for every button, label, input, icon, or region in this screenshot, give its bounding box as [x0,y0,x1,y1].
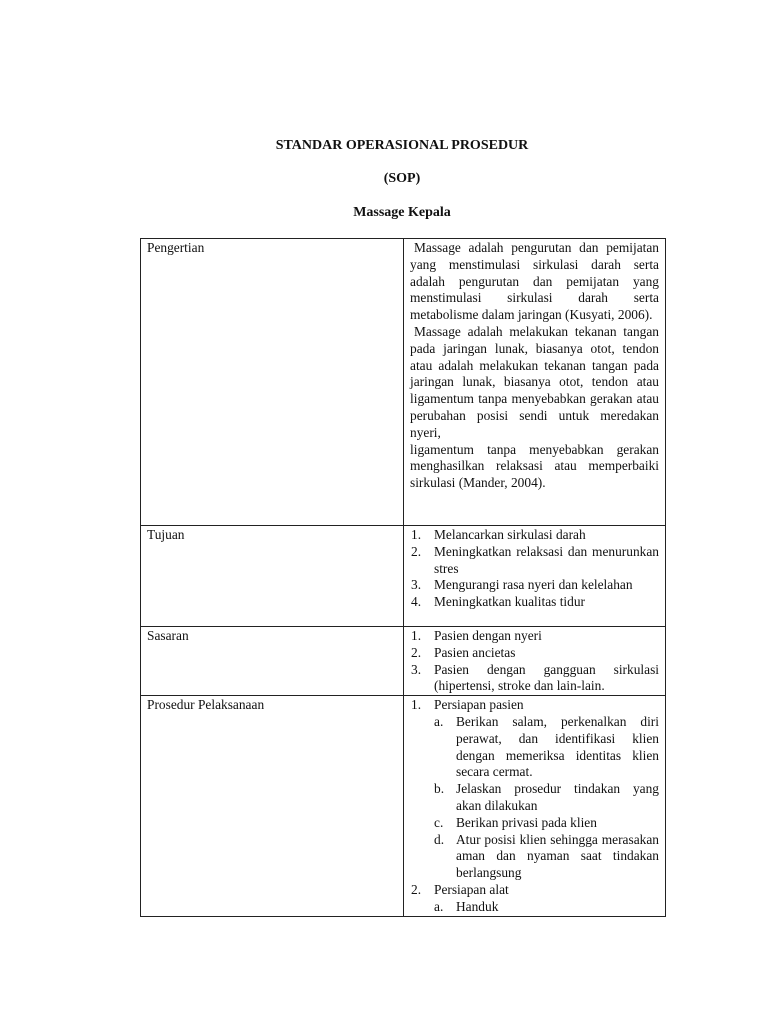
sub-list-item-text: Jelaskan prosedur tindakan yang akan dilakukan [456,781,659,813]
list-marker: 4. [411,594,422,610]
sub-list-item-text: Berikan salam, perkenalkan diri perawat, dan identifikasi klien dengan memeriksa identitas klien secara cermat. [456,713,659,780]
sub-list-item [410,899,659,916]
list-item-text: Meningkatkan relaksasi dan menurunkan stres [434,543,659,576]
list-item-text: Persiapan alat [434,881,509,897]
list-item-text: Meningkatkan kualitas tidur [434,594,585,610]
list-marker: 2. [411,543,422,559]
list-item [410,628,659,645]
label-prosedur: Prosedur Pelaksanaan [141,696,404,917]
prosedur-sublist-persiapan-alat [410,899,659,916]
list-item [410,577,659,594]
table-row-pengertian [141,239,666,526]
sub-list-marker: c. [434,814,444,830]
prosedur-list-continued [410,882,659,899]
list-marker: 1. [411,628,422,643]
list-item-text: Melancarkan sirkulasi darah [434,527,586,542]
table-row-sasaran [141,627,666,696]
table-row-prosedur [141,696,666,917]
list-item-text: Mengurangi rasa nyeri dan kelelahan [434,577,633,593]
sub-list-item-text: Atur posisi klien sehingga merasakan aman dan nyaman saat tindakan berlangsung [456,831,659,881]
sub-list-item [410,714,659,781]
content-sasaran [404,627,666,696]
content-tujuan [404,526,666,627]
sub-list-item [410,781,659,815]
content-pengertian [404,239,666,526]
sub-list-item [410,832,659,882]
label-sasaran: Sasaran [141,627,404,696]
sub-list-marker: a. [434,713,444,729]
tujuan-list [410,527,659,611]
list-marker: 2. [411,644,422,660]
list-item-text: Pasien dengan nyeri [434,628,542,643]
pengertian-paragraph-2: Massage adalah melakukan tekanan tangan pada jaringan lunak, biasanya otot, tendon atau adalah melakukan tekanan tangan pada jaringan lunak, biasanya otot, tendon atau ligamentum tanpa menyebabkan gerakan atau perubahan posisi sendi untuk meredakan nyeri, [410,323,659,440]
sop-table [140,238,666,917]
sub-list-marker: d. [434,831,445,847]
sub-list-item [410,815,659,832]
list-item-text: Pasien dengan gangguan sirkulasi (hipertensi, stroke dan lain-lain. [434,661,659,694]
document-title: STANDAR OPERASIONAL PROSEDUR [275,138,529,153]
content-prosedur [404,696,666,917]
document-subtitle: (SOP) [383,171,421,186]
list-item [410,662,659,696]
list-marker: 1. [411,697,422,713]
list-item [410,697,659,714]
label-pengertian: Pengertian [141,239,404,526]
list-item-text: Pasien ancietas [434,644,516,660]
list-item-text: Persiapan pasien [434,697,524,713]
prosedur-list [410,697,659,714]
pengertian-paragraph-3: ligamentum tanpa menyebabkan gerakan menghasilkan relaksasi atau memperbaiki sirkulasi (Mander, 2004). [410,441,659,491]
sasaran-list [410,628,659,695]
prosedur-sublist-persiapan-pasien [410,714,659,882]
list-item [410,594,659,611]
sub-list-item-text: Berikan privasi pada klien [456,814,597,830]
document-topic: Massage Kepala [353,205,451,220]
table-row-tujuan [141,526,666,627]
list-marker: 1. [411,527,422,542]
sub-list-marker: b. [434,781,445,797]
list-item [410,882,659,899]
list-item [410,645,659,662]
list-item [410,527,659,544]
list-marker: 2. [411,881,422,897]
list-item [410,544,659,578]
list-marker: 3. [411,577,422,593]
pengertian-paragraph-1: Massage adalah pengurutan dan pemijatan yang menstimulasi sirkulasi darah serta adalah pengurutan dan pemijatan yang menstimulasi sirkulasi darah serta metabolisme dalam jaringan (Kusyati, 2006). [410,240,659,323]
list-marker: 3. [411,661,422,677]
sub-list-item-text: Handuk [456,898,499,914]
label-tujuan: Tujuan [141,526,404,627]
sub-list-marker: a. [434,898,444,914]
